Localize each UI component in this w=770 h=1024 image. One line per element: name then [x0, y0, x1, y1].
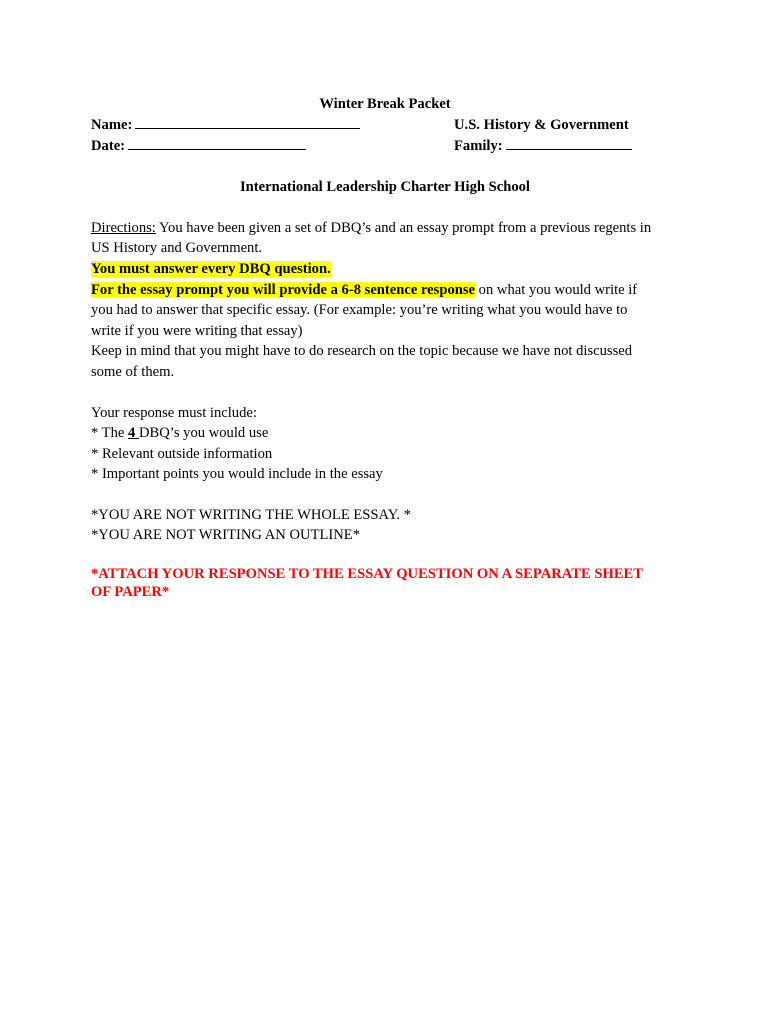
date-field — [91, 136, 306, 156]
directions-line-4 — [91, 280, 637, 300]
directions-text-1: You have been given a set of DBQ’s and an essay prompt from a previous regents in — [155, 220, 652, 236]
warning-not-outline: *YOU ARE NOT WRITING AN OUTLINE* — [91, 527, 361, 543]
directions-line-1 — [91, 218, 651, 238]
requirements-intro: Your response must include: — [91, 405, 257, 421]
school-name: International Leadership Charter High School — [239, 179, 530, 195]
family-field — [454, 136, 632, 156]
requirement-item-3: * Important points you would include in the essay — [91, 466, 383, 482]
family-blank — [506, 137, 632, 150]
dbq-count: 4 — [128, 425, 139, 441]
requirement-1-suffix: DBQ’s you would use — [138, 425, 269, 441]
packet-title: Winter Break Packet — [319, 96, 451, 112]
directions-line-6: write if you were writing that essay) — [91, 323, 303, 339]
directions-line-5: you had to answer that specific essay. (For example: you’re writing what you would have to — [91, 302, 628, 318]
name-blank — [135, 116, 360, 129]
course-title: U.S. History & Government — [454, 117, 629, 133]
directions-label: Directions: — [91, 220, 156, 236]
name-field — [91, 115, 360, 135]
essay-requirement-highlight: For the essay prompt you will provide a 6-8 sentence response — [91, 282, 476, 298]
directions-line-2: US History and Government. — [91, 240, 263, 256]
dbq-requirement-highlight: You must answer every DBQ question. — [91, 261, 331, 277]
family-label: Family: — [454, 138, 503, 154]
warning-not-whole-essay: *YOU ARE NOT WRITING THE WHOLE ESSAY. * — [91, 507, 411, 523]
attach-instruction-line-2: OF PAPER* — [91, 584, 170, 600]
requirement-1-prefix: * The — [91, 425, 129, 441]
directions-line-8: some of them. — [91, 364, 175, 380]
date-label: Date: — [91, 138, 126, 154]
attach-instruction-line-1: *ATTACH YOUR RESPONSE TO THE ESSAY QUESTION ON A SEPARATE SHEET — [91, 566, 644, 582]
directions-line-7: Keep in mind that you might have to do research on the topic because we have not discussed — [91, 343, 633, 359]
requirement-item-1 — [91, 423, 268, 443]
requirement-item-2: * Relevant outside information — [91, 446, 273, 462]
date-blank — [128, 137, 306, 150]
name-label: Name: — [91, 117, 133, 133]
directions-line-3 — [91, 259, 331, 279]
directions-text-4: on what you would write if — [475, 282, 638, 298]
